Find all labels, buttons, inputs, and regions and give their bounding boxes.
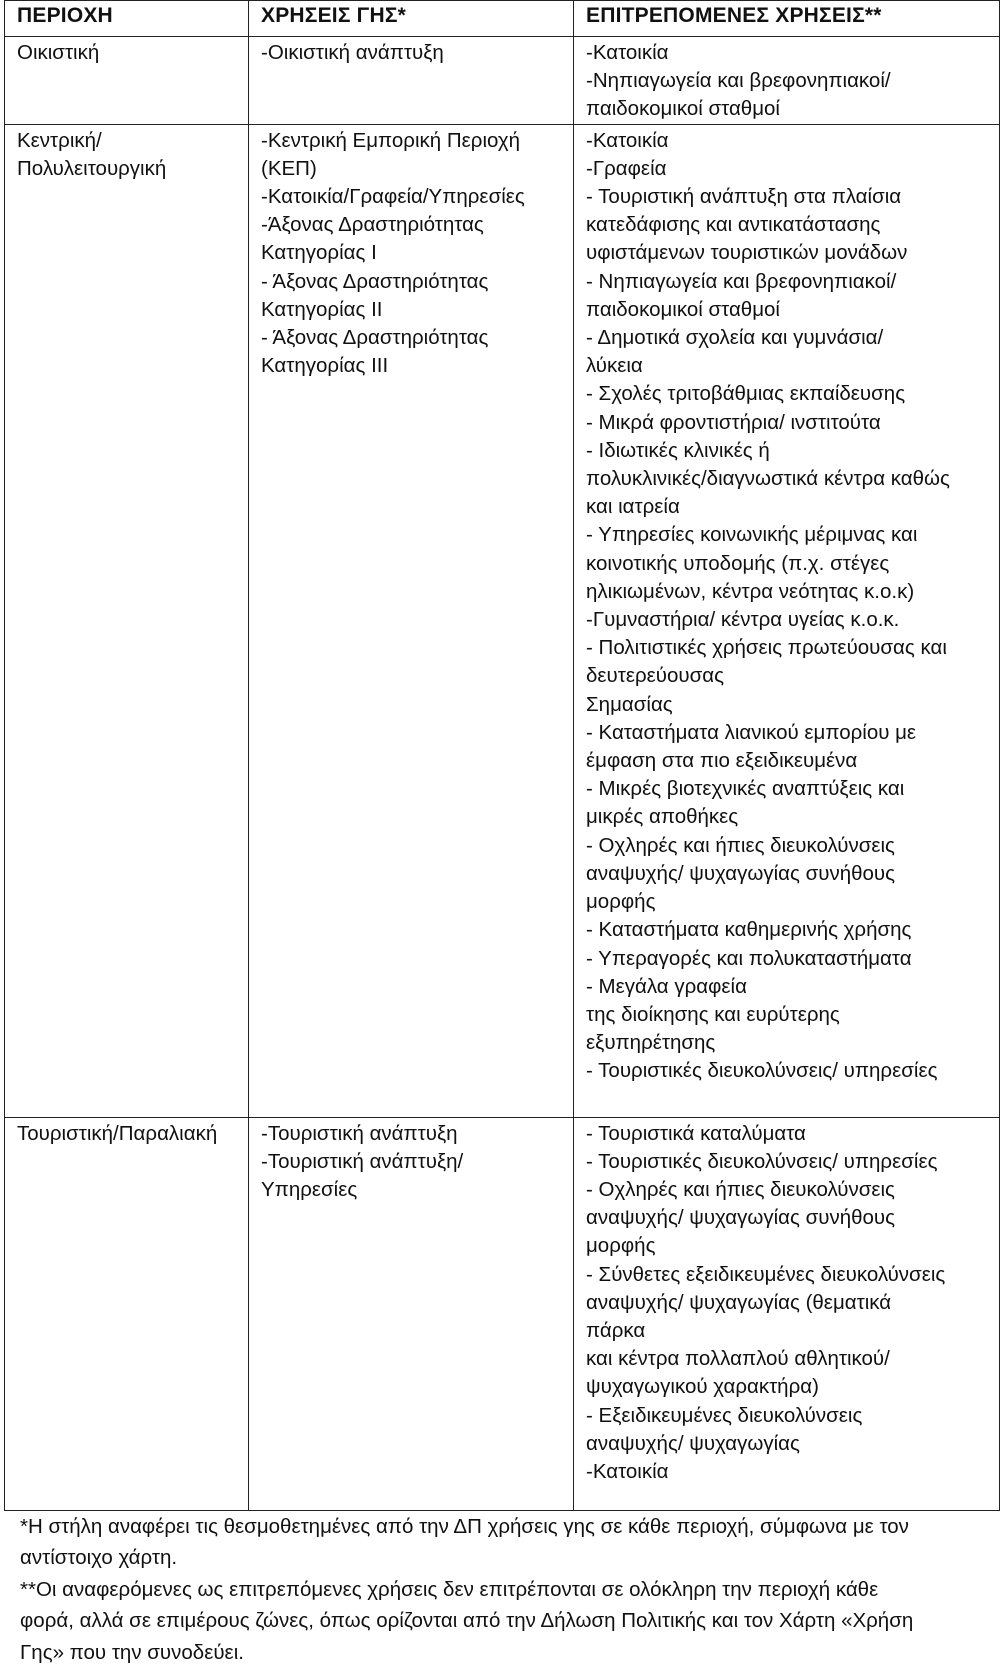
cell-line: της διοίκησης και ευρύτερης (586, 1002, 840, 1026)
cell-line: λύκεια (586, 354, 643, 378)
footnote-1-line: *Η στήλη αναφέρει τις θεσμοθετημένες από την ΔΠ χρήσεις γης σε κάθε περιοχή, σύμφωνα με τον (20, 1514, 909, 1538)
land-uses-cell (249, 37, 574, 125)
cell-line: αναψυχής/ ψυχαγωγίας συνήθους (586, 861, 895, 885)
cell-line: υφιστάμενων τουριστικών μονάδων (586, 241, 908, 265)
cell-line: -Οικιστική ανάπτυξη (261, 41, 444, 64)
cell-line: και ιατρεία (586, 495, 680, 519)
cell-line: - Εξειδικευμένες διευκολύνσεις (586, 1403, 863, 1427)
footnote-2-line: **Οι αναφερόμενες ως επιτρεπόμενες χρήσεις δεν επιτρέπονται σε ολόκληρη την περιοχή κάθε (20, 1577, 879, 1601)
cell-line: Κατηγορίας ΙΙ (261, 297, 383, 321)
cell-line: Πολυλειτουργική (17, 156, 167, 180)
table-row-tourist (5, 1117, 1000, 1510)
cell-line: Οικιστική (17, 41, 100, 64)
land-uses-cell (249, 124, 574, 1117)
cell-line: κατεδάφισης και αντικατάστασης (586, 213, 881, 237)
cell-line: έμφαση στα πιο εξειδικευμένα (586, 749, 858, 773)
cell-line: δευτερεύουσας (586, 664, 725, 688)
cell-line: μικρές αποθήκες (586, 805, 739, 829)
cell-line: - Άξονας Δραστηριότητας (261, 326, 489, 350)
cell-line: - Τουριστικά καταλύματα (586, 1121, 806, 1145)
land-use-table (4, 0, 1000, 1511)
cell-line: -Τουριστική ανάπτυξη (261, 1121, 458, 1145)
cell-line: παιδοκομικοί σταθμοί (586, 97, 780, 121)
cell-line: - Υπηρεσίες κοινωνικής μέριμνας και (586, 523, 918, 547)
area-cell (5, 37, 249, 125)
cell-line: - Μικρά φροντιστήρια/ ινστιτούτα (586, 410, 881, 434)
cell-line: κοινοτικής υποδομής (π.χ. στέγες (586, 551, 890, 575)
cell-line: -Άξονας Δραστηριότητας (261, 213, 484, 237)
table-row-central (5, 124, 1000, 1117)
table-row-residential (5, 37, 1000, 125)
cell-line: Κατηγορίας ΙΙΙ (261, 354, 389, 378)
cell-line: -Κατοικία/Γραφεία/Υπηρεσίες (261, 185, 525, 209)
cell-line: Σημασίας (586, 692, 673, 716)
cell-line: - Ιδιωτικές κλινικές ή (586, 438, 770, 462)
cell-line: -Τουριστική ανάπτυξη/ (261, 1149, 464, 1173)
area-cell (5, 1117, 249, 1510)
header-land-uses: ΧΡΗΣΕΙΣ ΓΗΣ* (249, 1, 574, 37)
cell-line: αναψυχής/ ψυχαγωγίας (θεματικά (586, 1290, 892, 1314)
header-permitted-uses: ΕΠΙΤΡΕΠΟΜΕΝΕΣ ΧΡΗΣΕΙΣ** (574, 1, 1000, 37)
cell-line: Υπηρεσίες (261, 1178, 358, 1202)
cell-line: αναψυχής/ ψυχαγωγίας (586, 1431, 800, 1455)
cell-line: - Μικρές βιοτεχνικές αναπτύξεις και (586, 777, 905, 801)
cell-line: - Τουριστικές διευκολύνσεις/ υπηρεσίες (586, 1059, 938, 1083)
cell-line: εξυπηρέτησης (586, 1031, 716, 1055)
permitted-uses-cell (574, 1117, 1000, 1510)
permitted-uses-cell (574, 37, 1000, 125)
cell-line: μορφής (586, 1234, 656, 1258)
cell-line: - Νηπιαγωγεία και βρεφονηπιακοί/ (586, 269, 897, 293)
cell-line: αναψυχής/ ψυχαγωγίας συνήθους (586, 1206, 895, 1230)
footnotes (4, 1511, 1000, 1669)
cell-line: - Τουριστικές διευκολύνσεις/ υπηρεσίες (586, 1149, 938, 1173)
cell-line: Τουριστική/Παραλιακή (17, 1121, 218, 1145)
cell-line: - Τουριστική ανάπτυξη στα πλαίσια (586, 185, 902, 209)
cell-line: - Άξονας Δραστηριότητας (261, 269, 489, 293)
header-area: ΠΕΡΙΟΧΗ (5, 1, 249, 37)
cell-line: παιδοκομικοί σταθμοί (586, 297, 780, 321)
cell-line: - Δημοτικά σχολεία και γυμνάσια/ (586, 326, 884, 350)
cell-line: - Καταστήματα καθημερινής χρήσης (586, 918, 912, 942)
area-cell (5, 124, 249, 1117)
cell-line: πολυκλινικές/διαγνωστικά κέντρα καθώς (586, 467, 950, 491)
cell-line: Κατηγορίας Ι (261, 241, 377, 265)
permitted-uses-cell (574, 124, 1000, 1117)
cell-line: - Υπεραγορές και πολυκαταστήματα (586, 946, 912, 970)
cell-line: πάρκα (586, 1319, 646, 1343)
cell-line: ψυχαγωγικού χαρακτήρα) (586, 1375, 819, 1399)
cell-line: - Μεγάλα γραφεία (586, 974, 747, 998)
cell-line: -Κατοικία (586, 41, 669, 64)
cell-line: -Γραφεία (586, 156, 667, 180)
cell-line: και κέντρα πολλαπλού αθλητικού/ (586, 1347, 890, 1371)
document-page (4, 0, 1000, 1668)
cell-line: -Κεντρική Εμπορική Περιοχή (261, 128, 521, 152)
cell-line: - Σύνθετες εξειδικευμένες διευκολύνσεις (586, 1262, 946, 1286)
cell-line: (ΚΕΠ) (261, 156, 317, 180)
cell-line: - Οχληρές και ήπιες διευκολύνσεις (586, 833, 895, 857)
table-header-row (5, 1, 1000, 37)
cell-line: -Γυμναστήρια/ κέντρα υγείας κ.ο.κ. (586, 608, 900, 632)
cell-line: - Οχληρές και ήπιες διευκολύνσεις (586, 1178, 895, 1202)
cell-line: μορφής (586, 890, 656, 914)
footnote-1-line: αντίστοιχο χάρτη. (20, 1546, 178, 1570)
footnote-2-line: φορά, αλλά σε επιμέρους ζώνες, όπως ορίζονται από την Δήλωση Πολιτικής και τον Χάρτη «Χρήση (20, 1609, 914, 1633)
land-uses-cell (249, 1117, 574, 1510)
cell-line: Κεντρική/ (17, 128, 102, 152)
cell-line: -Κατοικία (586, 1460, 669, 1484)
cell-line: - Καταστήματα λιανικού εμπορίου με (586, 720, 917, 744)
cell-line: ηλικιωμένων, κέντρα νεότητας κ.ο.κ) (586, 579, 915, 603)
cell-line: -Νηπιαγωγεία και βρεφονηπιακοί/ (586, 69, 891, 93)
cell-line: - Σχολές τριτοβάθμιας εκπαίδευσης (586, 382, 906, 406)
footnote-2-line: Γης» που την συνοδεύει. (20, 1640, 244, 1664)
cell-line: - Πολιτιστικές χρήσεις πρωτεύουσας και (586, 636, 947, 660)
cell-line: -Κατοικία (586, 128, 669, 152)
